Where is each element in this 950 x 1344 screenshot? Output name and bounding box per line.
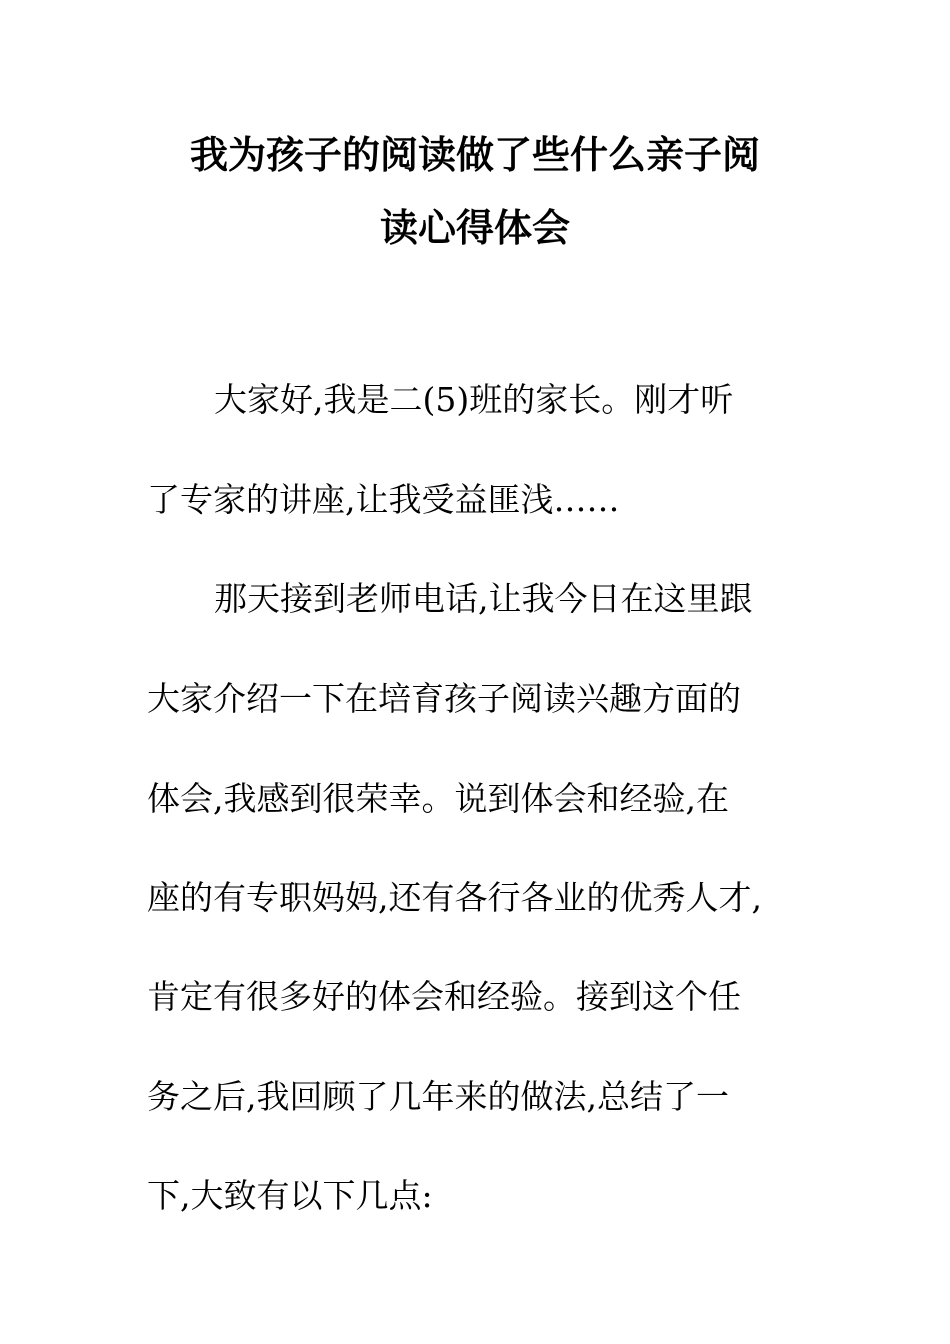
body-line-3: 那天接到老师电话,让我今日在这里跟: [214, 579, 753, 618]
body-line-8: 务之后,我回顾了几年来的做法,总结了一: [147, 1077, 729, 1116]
document-title-line-1: 我为孩子的阅读做了些什么亲子阅: [189, 132, 760, 177]
document-title-line-2: 读心得体会: [379, 205, 570, 250]
body-line-7: 肯定有很多好的体会和经验。接到这个任: [147, 977, 741, 1016]
body-line-6: 座的有专职妈妈,还有各行各业的优秀人才,: [147, 878, 762, 917]
body-line-4: 大家介绍一下在培育孩子阅读兴趣方面的: [147, 679, 741, 718]
body-line-1: 大家好,我是二(5)班的家长。刚才听: [214, 380, 734, 419]
body-line-9: 下,大致有以下几点:: [147, 1176, 433, 1215]
body-line-2: 了专家的讲座,让我受益匪浅……: [147, 480, 620, 519]
body-line-5: 体会,我感到很荣幸。说到体会和经验,在: [147, 779, 729, 818]
